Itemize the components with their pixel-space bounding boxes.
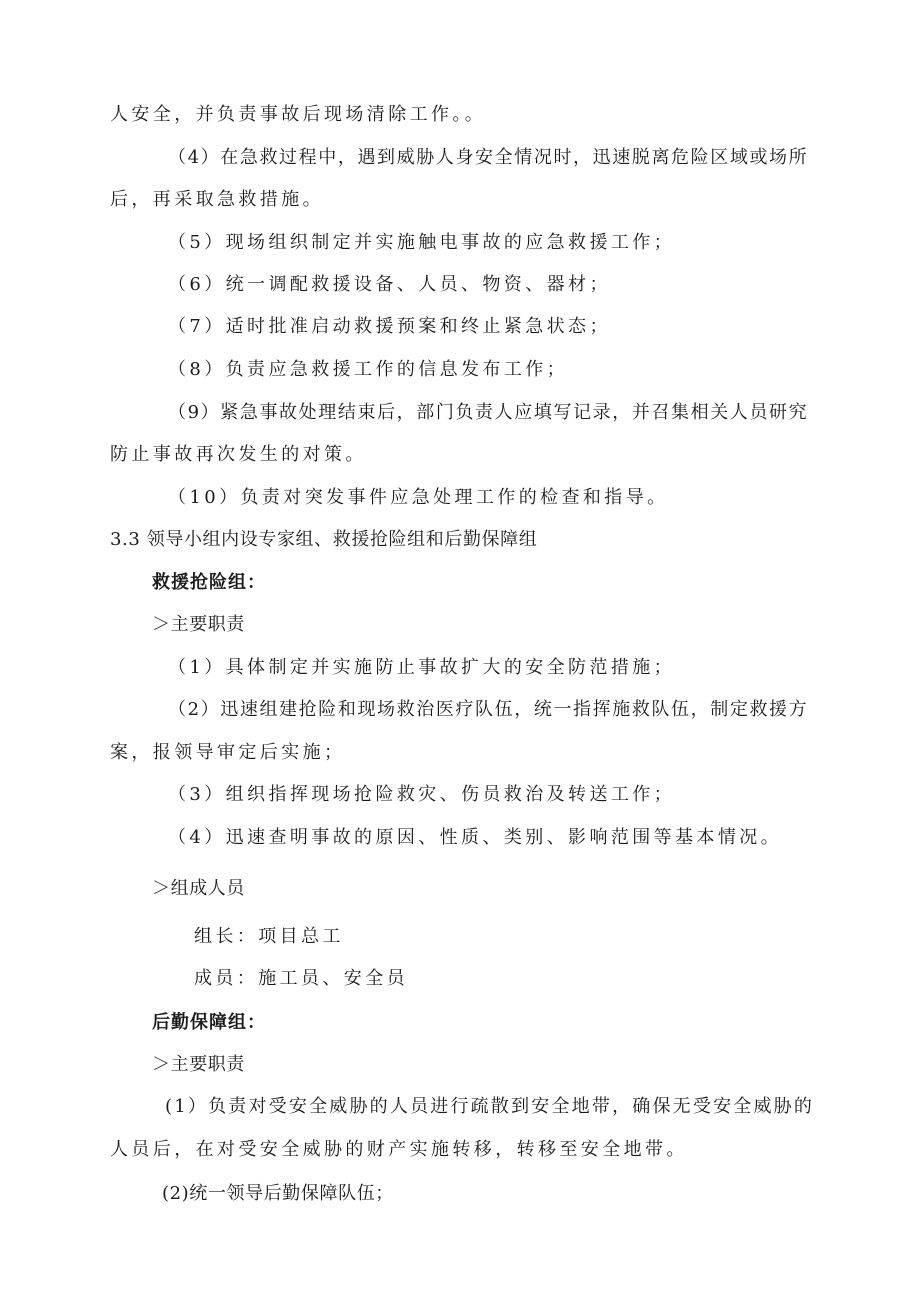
list-item-4: （4）在急救过程中，遇到威胁人身安全情况时，迅速脱离危险区域或场所	[168, 147, 809, 168]
list-item-7: （7）适时批准启动救援预案和终止紧急状态；	[168, 316, 611, 337]
sub-heading-duties: ＞主要职责	[152, 1054, 245, 1075]
text-line: 后，再采取急救措施。	[110, 189, 324, 210]
list-item-4: （4）迅速查明事故的原因、性质、类别、影响范围等基本情况。	[168, 827, 783, 848]
member-staff: 成员：施工员、安全员	[194, 968, 408, 989]
text-line: 人安全，并负责事故后现场清除工作。。	[110, 104, 487, 125]
list-item-1: （1）具体制定并实施防止事故扩大的安全防范措施；	[168, 657, 676, 678]
sub-heading-members: ＞组成人员	[152, 878, 245, 899]
group-heading-rescue: 救援抢险组：	[152, 572, 266, 593]
text-line: 案，报领导审定后实施；	[110, 742, 346, 763]
sub-heading-duties: ＞主要职责	[152, 614, 245, 635]
text-line: 人员后，在对受安全威胁的财产实施转移，转移至安全地带。	[110, 1139, 688, 1160]
member-leader: 组长：项目总工	[194, 926, 344, 947]
section-heading: 3.3 领导小组内设专家组、救援抢险组和后勤保障组	[110, 529, 538, 550]
list-item-1: (1）负责对受安全威胁的人员进行疏散到安全地带，确保无受安全威胁的	[165, 1096, 815, 1117]
group-heading-logistics: 后勤保障组：	[152, 1012, 266, 1033]
list-item-6: （6）统一调配救援设备、人员、物资、器材；	[168, 274, 611, 295]
list-item-8: （8）负责应急救援工作的信息发布工作；	[168, 359, 569, 380]
list-item-3: （3）组织指挥现场抢险救灾、伤员救治及转送工作；	[168, 784, 676, 805]
list-item-2: （2）迅速组建抢险和现场救治医疗队伍，统一指挥施救队伍，制定救援方	[168, 699, 809, 720]
text-line: 防止事故再次发生的对策。	[110, 444, 367, 465]
list-item-5: （5）现场组织制定并实施触电事故的应急救援工作；	[168, 232, 676, 253]
list-item-2: (2)统一领导后勤保障队伍；	[162, 1183, 394, 1204]
list-item-10: （10）负责对突发事件应急处理工作的检查和指导。	[168, 487, 669, 508]
list-item-9: （9）紧急事故处理结束后，部门负责人应填写记录，并召集相关人员研究	[168, 402, 809, 423]
